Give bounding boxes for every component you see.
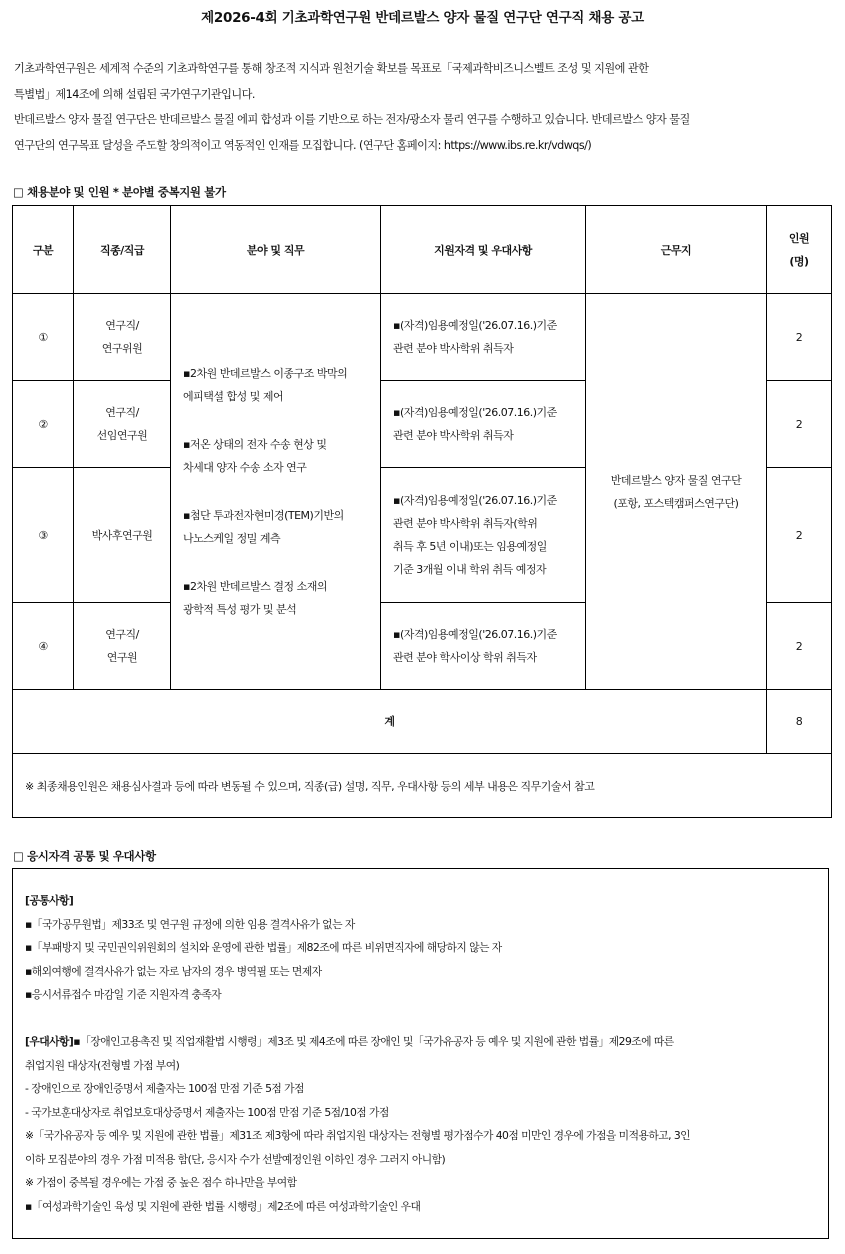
row-job (74, 294, 171, 381)
eligibility-box (12, 868, 829, 1239)
field-duties-cell (171, 294, 381, 690)
common-item: ▪해외여행에 결격사유가 없는 자로 남자의 경우 병역필 또는 면제자 (25, 964, 322, 978)
duty-item (183, 504, 374, 550)
qual-line: 취득 후 5년 이내)또는 임용예정일 (393, 540, 547, 553)
row-number: ② (13, 381, 74, 468)
header-location: 근무지 (586, 206, 767, 294)
row-job (74, 381, 171, 468)
page-title: 제2026-4회 기초과학연구원 반데르발스 양자 물질 연구단 연구직 채용 공고 (201, 10, 644, 26)
preference-first-line (25, 1030, 818, 1054)
preference-line: - 국가보훈대상자로 취업보호대상증명서 제출자는 100점 만점 기준 5점/10점 가점 (25, 1105, 389, 1119)
duty-line: 나노스케일 정밀 계측 (183, 532, 281, 545)
intro-line: 특별법」제14조에 의해 설립된 국가연구기관입니다. (14, 87, 255, 101)
job-line: 연구직/ (105, 406, 139, 419)
row-number: ④ (13, 603, 74, 690)
note-row (13, 754, 832, 818)
common-item: ▪「부패방지 및 국민권익위원회의 설치와 운영에 관한 법률」제82조에 따른 비위면직자에 해당하지 않는 자 (25, 941, 502, 954)
common-item: ▪응시서류접수 마감일 기준 지원자격 충족자 (25, 988, 222, 1001)
row-count: 2 (767, 468, 832, 603)
qual-line: ▪(자격)임용예정일('26.07.16.)기준 (393, 406, 557, 419)
location-line: 반데르발스 양자 물질 연구단 (610, 473, 742, 487)
job-line: 연구직/ (105, 319, 139, 332)
preference-line: 이하 모집분야의 경우 가점 미적용 함(단, 응시자 수가 선발예정인원 이하인 경우 그러지 아니함) (25, 1152, 446, 1166)
row-count: 2 (767, 381, 832, 468)
row-qualification (381, 603, 586, 690)
row-number: ③ (13, 468, 74, 603)
row-qualification (381, 381, 586, 468)
header-count-line1: 인원 (788, 231, 810, 245)
row-job: 박사후연구원 (74, 468, 171, 603)
preference-heading: [우대사항] (25, 1035, 74, 1048)
duty-line: ▪2차원 반데르발스 결정 소재의 (183, 580, 327, 593)
job-line: 연구위원 (101, 342, 143, 355)
row-job (74, 603, 171, 690)
total-label: 계 (13, 690, 767, 754)
intro-text (14, 56, 834, 158)
row-qualification (381, 294, 586, 381)
duty-line: ▪저온 상태의 전자 수송 현상 및 (183, 438, 327, 451)
preference-line: ※「국가유공자 등 예우 및 지원에 관한 법률」제31조 제3항에 따라 취업지원 대상자는 전형별 평가점수가 40점 미만인 경우에 가점을 미적용하고, 3인 (25, 1129, 691, 1142)
header-qualification: 지원자격 및 우대사항 (381, 206, 586, 294)
qual-line: ▪(자격)임용예정일('26.07.16.)기준 (393, 628, 557, 641)
header-count (767, 206, 832, 294)
table-header-row (13, 206, 832, 294)
table-row (13, 294, 832, 381)
qual-line: 관련 분야 박사학위 취득자 (393, 342, 514, 355)
qual-line: 관련 분야 박사학위 취득자 (393, 429, 514, 442)
duty-item (183, 433, 374, 479)
qual-line: ▪(자격)임용예정일('26.07.16.)기준 (393, 494, 557, 507)
location-line: (포항, 포스텍캠퍼스연구단) (613, 496, 739, 510)
section-heading-eligibility: □ 응시자격 공통 및 우대사항 (13, 849, 156, 863)
qual-line: ▪(자격)임용예정일('26.07.16.)기준 (393, 319, 557, 332)
header-field: 분야 및 직무 (171, 206, 381, 294)
preference-line: 취업지원 대상자(전형별 가점 부여) (25, 1058, 180, 1072)
intro-line: 연구단의 연구목표 달성을 주도할 창의적이고 역동적인 인재를 모집합니다. (연구단 홈페이지: https://www.ibs.re.kr/vdwqs/) (14, 138, 592, 152)
intro-line: 반데르발스 양자 물질 연구단은 반데르발스 물질 에피 합성과 이를 기반으로 하는 전자/광소자 물리 연구를 수행하고 있습니다. 반데르발스 양자 물질 (14, 113, 690, 127)
job-line: 선임연구원 (96, 429, 148, 442)
preference-line: ※ 가점이 중복될 경우에는 가점 중 높은 점수 하나만을 부여함 (25, 1176, 297, 1189)
qual-line: 관련 분야 박사학위 취득자(학위 (393, 517, 538, 530)
location-cell (586, 294, 767, 690)
duty-line: ▪2차원 반데르발스 이종구조 박막의 (183, 367, 348, 380)
duty-line: 광학적 특성 평가 및 분석 (183, 603, 297, 616)
duty-line: 차세대 양자 수송 소자 연구 (183, 461, 307, 474)
header-count-line2: (명) (789, 254, 809, 268)
table-note: ※ 최종채용인원은 채용심사결과 등에 따라 변동될 수 있으며, 직종(급) 설명, 직무, 우대사항 등의 세부 내용은 직무기술서 참고 (13, 754, 832, 818)
preference-line: - 장애인으로 장애인증명서 제출자는 100점 만점 기준 5점 가점 (25, 1082, 304, 1095)
duty-line: 에피택셜 합성 및 제어 (183, 390, 284, 403)
row-number: ① (13, 294, 74, 381)
total-row (13, 690, 832, 754)
intro-line: 기초과학연구원은 세계적 수준의 기초과학연구를 통해 창조적 지식과 원천기술 확보를 목표로「국제과학비즈니스벨트 조성 및 지원에 관한 (14, 62, 649, 75)
recruitment-table (12, 205, 832, 818)
job-line: 연구원 (106, 651, 138, 664)
preference-line: ▪「여성과학기술인 육성 및 지원에 관한 법률 시행령」제2조에 따른 여성과학기술인 우대 (25, 1199, 421, 1213)
duty-item (183, 362, 374, 408)
common-item: ▪「국가공무원법」제33조 및 연구원 규정에 의한 임용 결격사유가 없는 자 (25, 917, 355, 931)
row-qualification (381, 468, 586, 603)
preference-line: ▪「장애인고용촉진 및 직업재활법 시행령」제3조 및 제4조에 따른 장애인 및「국가유공자 등 예우 및 지원에 관한 법률」제29조에 따른 (73, 1035, 674, 1048)
row-count: 2 (767, 603, 832, 690)
job-line: 연구직/ (105, 628, 139, 641)
header-division: 구분 (13, 206, 74, 294)
duty-line: ▪첨단 투과전자현미경(TEM)기반의 (183, 509, 344, 522)
total-count: 8 (767, 690, 832, 754)
duty-item (183, 575, 374, 621)
header-job: 직종/직급 (74, 206, 171, 294)
qual-line: 관련 분야 학사이상 학위 취득자 (393, 651, 537, 664)
row-count: 2 (767, 294, 832, 381)
section-heading-recruitment: □ 채용분야 및 인원 * 분야별 중복지원 불가 (13, 185, 226, 199)
qual-line: 기준 3개월 이내 학위 취득 예정자 (393, 563, 547, 576)
common-heading: [공통사항] (25, 894, 74, 907)
